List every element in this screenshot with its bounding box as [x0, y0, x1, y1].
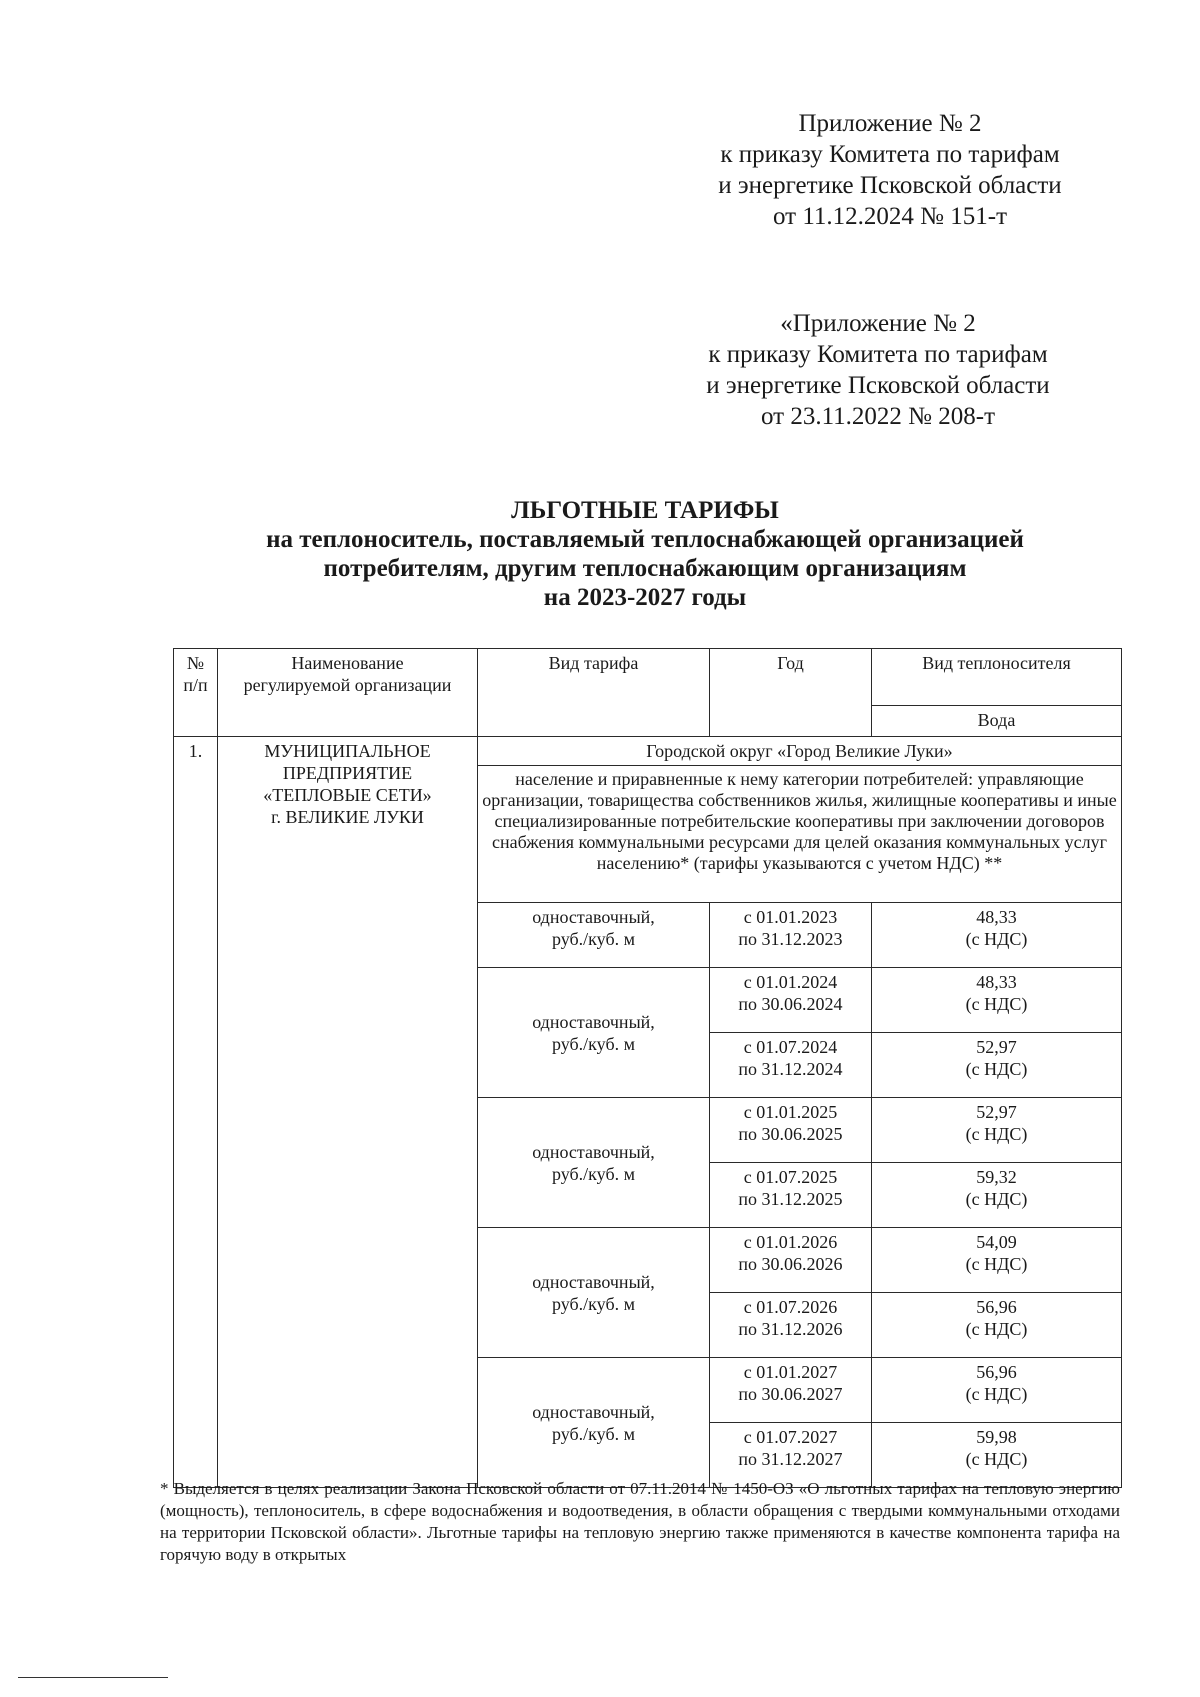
tariff-value-number: 56,96 [976, 1297, 1017, 1317]
tariff-type [478, 1358, 710, 1488]
period-to: по 31.12.2024 [738, 1059, 843, 1079]
tariff-value-number: 52,97 [976, 1102, 1017, 1122]
appendix-header-line: и энергетике Псковской области [718, 172, 1062, 199]
tariff-value-number: 59,98 [976, 1427, 1017, 1447]
period-to: по 30.06.2024 [738, 994, 843, 1014]
tariff-type-unit: руб./куб. м [552, 1293, 635, 1314]
appendix-header-line: Приложение № 2 [798, 110, 982, 137]
header-organization-line: Наименование [291, 653, 404, 673]
footnote-separator [18, 1677, 168, 1678]
period-to: по 30.06.2025 [738, 1124, 843, 1144]
organization-name-line: г. ВЕЛИКИЕ ЛУКИ [271, 807, 424, 827]
period-from: с 01.01.2026 [743, 1232, 838, 1252]
period-to: по 31.12.2027 [738, 1449, 843, 1469]
period-dates [710, 1098, 872, 1163]
tariff-type-line: одноставочный, [532, 907, 655, 927]
period-from: с 01.01.2023 [743, 907, 838, 927]
tariff-type [478, 1228, 710, 1358]
document-title [195, 496, 1095, 612]
tariff-type-unit: руб./куб. м [552, 1423, 635, 1444]
appendix-header-line: к приказу Комитета по тарифам [720, 141, 1060, 168]
period-dates [710, 1033, 872, 1098]
tariff-type-line: одноставочный, [532, 1141, 655, 1162]
tariff-type-line: одноставочный, [532, 1271, 655, 1292]
period-from: с 01.07.2027 [743, 1427, 838, 1447]
tariff-value [872, 1098, 1122, 1163]
period-to: по 30.06.2027 [738, 1384, 843, 1404]
title-line: ЛЬГОТНЫЕ ТАРИФЫ [511, 497, 779, 524]
header-carrier-type: Вид теплоносителя [872, 649, 1122, 706]
tariff-type-unit: руб./куб. м [552, 1163, 635, 1184]
tariff-value-vat: (с НДС) [965, 1189, 1028, 1209]
tariff-type-line: одноставочный, [532, 1011, 655, 1032]
period-dates [710, 1228, 872, 1293]
appendix-header-line: и энергетике Псковской области [706, 372, 1050, 399]
tariff-value-vat: (с НДС) [965, 1124, 1028, 1144]
header-number [174, 649, 218, 737]
period-dates [710, 968, 872, 1033]
period-from: с 01.07.2026 [743, 1297, 838, 1317]
header-tariff-type: Вид тарифа [478, 649, 710, 737]
period-dates [710, 903, 872, 968]
tariff-value-number: 59,32 [976, 1167, 1017, 1187]
tariff-type-line: одноставочный, [532, 1401, 655, 1422]
period-to: по 30.06.2026 [738, 1254, 843, 1274]
period-from: с 01.07.2025 [743, 1167, 838, 1187]
footnote: * Выделяется в целях реализации Закона Псковской области от 07.11.2014 № 1450-ОЗ «О льготных тарифах на тепловую энергию (мощность), теплоноситель, в сфере водоснабжения и водоотведения, в области обращения с твердыми коммунальными отходами на территории Псковской области». Льготные тарифы на тепловую энергию также применяются в качестве компонента тарифа на горячую воду в открытых [160, 1479, 1120, 1564]
tariff-value-number: 54,09 [976, 1232, 1017, 1252]
tariff-value-vat: (с НДС) [965, 929, 1028, 949]
tariff-value-number: 48,33 [976, 907, 1017, 927]
period-to: по 31.12.2023 [738, 929, 843, 949]
organization-name-line: ПРЕДПРИЯТИЕ [282, 763, 413, 783]
tariff-value [872, 1033, 1122, 1098]
tariff-value-vat: (с НДС) [965, 1059, 1028, 1079]
tariff-value-number: 56,96 [976, 1362, 1017, 1382]
tariff-value-vat: (с НДС) [965, 1449, 1028, 1469]
header-year: Год [710, 649, 872, 737]
tariff-type-unit: руб./куб. м [552, 929, 635, 949]
period-dates [710, 1293, 872, 1358]
period-from: с 01.01.2027 [743, 1362, 838, 1382]
title-line: на 2023-2027 годы [543, 584, 747, 611]
tariff-type-unit: руб./куб. м [552, 1033, 635, 1054]
header-organization [218, 649, 478, 737]
tariff-value [872, 1228, 1122, 1293]
period-dates [710, 1358, 872, 1423]
tariff-value-number: 52,97 [976, 1037, 1017, 1057]
period-from: с 01.01.2025 [743, 1102, 838, 1122]
appendix-header-current [680, 108, 1100, 232]
organization-name-line: МУНИЦИПАЛЬНОЕ [264, 741, 431, 761]
period-dates [710, 1163, 872, 1228]
tariff-value-vat: (с НДС) [965, 994, 1028, 1014]
title-line: на теплоноситель, поставляемый теплоснабжающей организацией [266, 526, 1024, 553]
period-from: с 01.01.2024 [743, 972, 838, 992]
tariff-value [872, 903, 1122, 968]
tariff-value-vat: (с НДС) [965, 1384, 1028, 1404]
appendix-header-line: от 23.11.2022 № 208-т [760, 403, 996, 430]
header-organization-line: регулируемой организации [243, 675, 452, 695]
appendix-header-line: «Приложение № 2 [780, 310, 976, 337]
header-carrier-water: Вода [872, 706, 1122, 737]
appendix-header-line: к приказу Комитета по тарифам [708, 341, 1048, 368]
consumer-category: население и приравненные к нему категории потребителей: управляющие организации, товарищества собственников жилья, жилищные кооперативы и иные специализированные потребительские кооперативы при заключении договоров снабжения коммунальными ресурсами для целей оказания коммунальных услуг населению* (тарифы указываются с учетом НДС) ** [478, 766, 1122, 903]
tariff-value [872, 1358, 1122, 1423]
appendix-header-previous [668, 308, 1088, 432]
tariff-value-vat: (с НДС) [965, 1319, 1028, 1339]
period-to: по 31.12.2025 [738, 1189, 843, 1209]
territory-name: Городской округ «Город Великие Луки» [478, 737, 1122, 766]
organization-name-line: «ТЕПЛОВЫЕ СЕТИ» [263, 785, 432, 805]
period-from: с 01.07.2024 [743, 1037, 838, 1057]
tariff-type [478, 968, 710, 1098]
tariff-type [478, 903, 710, 968]
row-number: 1. [174, 737, 218, 1488]
tariff-value [872, 1293, 1122, 1358]
appendix-header-line: от 11.12.2024 № 151-т [772, 203, 1008, 230]
tariff-value-vat: (с НДС) [965, 1254, 1028, 1274]
tariff-value [872, 968, 1122, 1033]
organization-name [218, 737, 478, 1488]
header-number-line: № [186, 653, 205, 673]
tariff-table [173, 648, 1122, 1488]
tariff-value [872, 1163, 1122, 1228]
title-line: потребителям, другим теплоснабжающим организациям [323, 555, 967, 582]
tariff-value-number: 48,33 [976, 972, 1017, 992]
header-number-line: п/п [183, 675, 208, 695]
period-to: по 31.12.2026 [738, 1319, 843, 1339]
tariff-type [478, 1098, 710, 1228]
